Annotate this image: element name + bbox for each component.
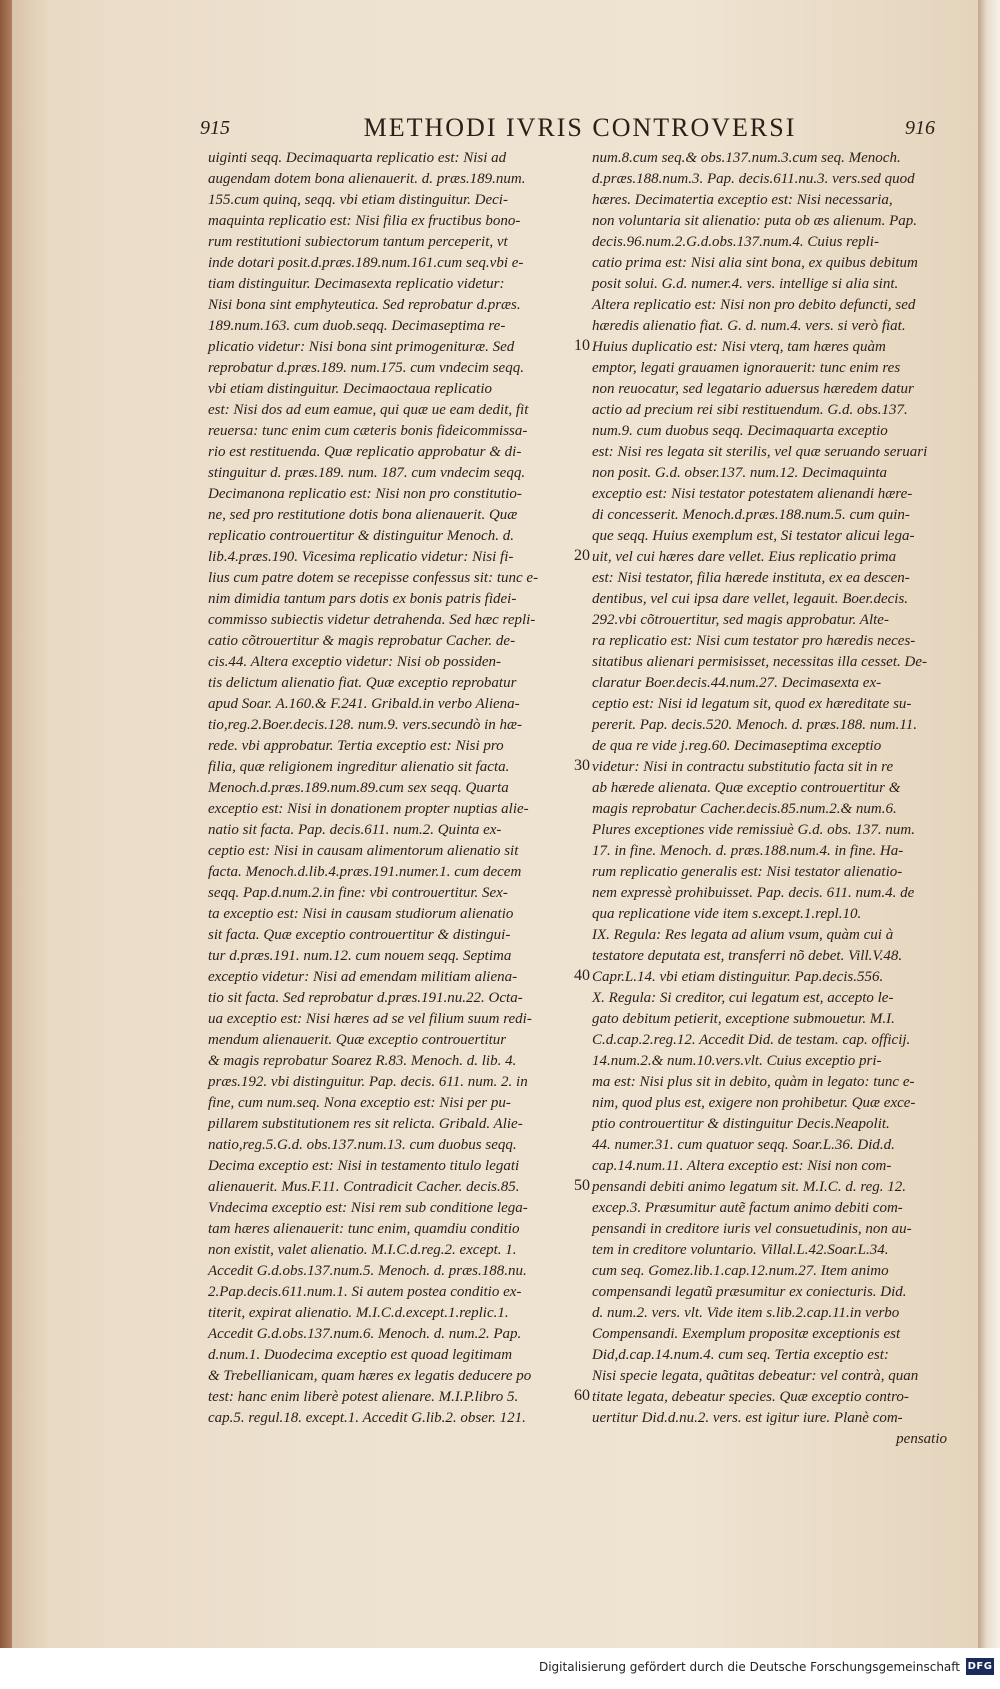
text-line: præs.192. vbi distinguitur. Pap. decis. 611. num. 2. in bbox=[208, 1074, 528, 1090]
text-line: pensandi in creditore iuris vel consuetudinis, non au- bbox=[592, 1221, 912, 1237]
text-line: compensandi legatũ præsumitur ex coniecturis. Did. bbox=[592, 1284, 907, 1300]
text-line: nim dimidia tantum pars dotis ex bonis patris fidei- bbox=[208, 591, 517, 607]
text-line: Menoch.d.præs.189.num.89.cum sex seqq. Quarta bbox=[208, 780, 509, 796]
text-line: 155.cum quinq, seqq. vbi etiam distinguitur. Deci- bbox=[208, 192, 508, 208]
text-line: gato debitum petierit, exceptione submouetur. M.I. bbox=[592, 1011, 895, 1027]
page-header bbox=[200, 113, 935, 147]
text-line: fine, cum num.seq. Nona exceptio est: Nisi per pu- bbox=[208, 1095, 511, 1111]
text-line: emptor, legati grauamen ignorauerit: tunc enim res bbox=[592, 360, 901, 376]
text-line: ceptio est: Nisi id legatum sit, quod ex hæreditate su- bbox=[592, 696, 912, 712]
text-line: test: hanc enim liberè potest alienare. M.I.P.libro 5. bbox=[208, 1389, 519, 1405]
text-line: hæredis alienatio fiat. G. d. num.4. vers. si verò fiat. bbox=[592, 318, 906, 334]
text-line: Capr.L.14. vbi etiam distinguitur. Pap.decis.556. bbox=[592, 969, 884, 985]
text-line: testatore deputata est, transferri nõ debet. Vill.V.48. bbox=[592, 948, 903, 964]
page-gutter bbox=[978, 0, 1000, 1648]
text-line: cap.5. regul.18. except.1. Accedit G.lib.2. obser. 121. bbox=[208, 1410, 526, 1426]
text-line: ra replicatio est: Nisi cum testator pro hæredis neces- bbox=[592, 633, 916, 649]
margin-line-number: 50 bbox=[574, 1177, 590, 1194]
text-line: Plures exceptiones vide remissiuè G.d. obs. 137. num. bbox=[592, 822, 915, 838]
text-line: augendam dotem bona alienauerit. d. præs.189.num. bbox=[208, 171, 526, 187]
text-line: de qua re vide j.reg.60. Decimaseptima exceptio bbox=[592, 738, 882, 754]
text-column-right bbox=[592, 148, 947, 1450]
text-line: non voluntaria sit alienatio: puta ob æs alienum. Pap. bbox=[592, 213, 917, 229]
text-line: seqq. Pap.d.num.2.in fine: vbi controuertitur. Sex- bbox=[208, 885, 508, 901]
text-line: Altera replicatio est: Nisi non pro debito defuncti, sed bbox=[592, 297, 916, 313]
text-line: dentibus, vel cui ipsa dare vellet, legauit. Boer.decis. bbox=[592, 591, 909, 607]
text-line: num.8.cum seq.& obs.137.num.3.cum seq. Menoch. bbox=[592, 150, 901, 166]
dfg-logo: DFG bbox=[966, 1658, 994, 1675]
text-line: plicatio videtur: Nisi bona sint primogenituræ. Sed bbox=[208, 339, 515, 355]
text-line: inde dotari posit.d.præs.189.num.161.cum seq.vbi e- bbox=[208, 255, 524, 271]
text-line: 17. in fine. Menoch. d. præs.188.num.4. in fine. Ha- bbox=[592, 843, 904, 859]
margin-line-number: 40 bbox=[574, 967, 590, 984]
text-line: uertitur Did.d.nu.2. vers. est igitur iure. Planè com- bbox=[592, 1410, 903, 1426]
text-line: reuersa: tunc enim cum cæteris bonis fideicommissa- bbox=[208, 423, 528, 439]
text-line: ma est: Nisi plus sit in debito, quàm in legato: tunc e- bbox=[592, 1074, 915, 1090]
text-line: excep.3. Præsumitur autẽ factum animo debiti com- bbox=[592, 1200, 903, 1216]
text-line: videtur: Nisi in contractu substitutio facta sit in re bbox=[592, 759, 894, 775]
text-line: ab hærede alienata. Quæ exceptio controuertitur & bbox=[592, 780, 901, 796]
text-line: nem expressè prohibuisset. Pap. decis. 611. num.4. de bbox=[592, 885, 915, 901]
text-line: filia, quæ religionem ingreditur alienatio sit facta. bbox=[208, 759, 510, 775]
text-line: reprobatur d.præs.189. num.175. cum vndecim seqq. bbox=[208, 360, 524, 376]
text-line: Decima exceptio est: Nisi in testamento titulo legati bbox=[208, 1158, 520, 1174]
text-line: & magis reprobatur Soarez R.83. Menoch. d. lib. 4. bbox=[208, 1053, 517, 1069]
text-line: stinguitur d. præs.189. num. 187. cum vndecim seqq. bbox=[208, 465, 526, 481]
text-line: hæres. Decimatertia exceptio est: Nisi necessaria, bbox=[592, 192, 893, 208]
text-line: IX. Regula: Res legata ad alium vsum, quàm cui à bbox=[592, 927, 894, 943]
text-line: tem in creditore voluntario. Villal.L.42.Soar.L.34. bbox=[592, 1242, 889, 1258]
page-number-right: 916 bbox=[905, 117, 935, 139]
text-line: d.præs.188.num.3. Pap. decis.611.nu.3. vers.sed quod bbox=[592, 171, 915, 187]
text-line: Nisi bona sint emphyteutica. Sed reprobatur d.præs. bbox=[208, 297, 521, 313]
text-line: ceptio est: Nisi in causam alimentorum alienatio sit bbox=[208, 843, 519, 859]
text-line: lib.4.præs.190. Vicesima replicatio videtur: Nisi fi- bbox=[208, 549, 514, 565]
text-line: non reuocatur, sed legatario aduersus hæredem datur bbox=[592, 381, 914, 397]
margin-line-number: 60 bbox=[574, 1387, 590, 1404]
text-line: rum replicatio generalis est: Nisi testator alienatio- bbox=[592, 864, 903, 880]
text-line: rio est restituenda. Quæ replicatio approbatur & di- bbox=[208, 444, 522, 460]
text-line: pillarem substitutionem res sit relicta. Gribald. Alie- bbox=[208, 1116, 523, 1132]
text-line: Nisi specie legata, quãtitas debeatur: vel contrà, quan bbox=[592, 1368, 919, 1384]
text-line: titerit, expirat alienatio. M.I.C.d.except.1.replic.1. bbox=[208, 1305, 509, 1321]
text-line: d. num.2. vers. vlt. Vide item s.lib.2.cap.11.in verbo bbox=[592, 1305, 900, 1321]
text-line: sit facta. Quæ exceptio controuertitur & distingui- bbox=[208, 927, 511, 943]
text-line: 189.num.163. cum duob.seqq. Decimaseptima re- bbox=[208, 318, 506, 334]
text-line: non posit. G.d. obser.137. num.12. Decimaquinta bbox=[592, 465, 887, 481]
text-line: di concesserit. Menoch.d.præs.188.num.5. cum quin- bbox=[592, 507, 910, 523]
text-line: Huius duplicatio est: Nisi vterq, tam hæres quàm bbox=[592, 339, 886, 355]
text-line: tur d.præs.191. num.12. cum nouem seqq. Septima bbox=[208, 948, 512, 964]
text-line: tis delictum alienatio fiat. Quæ exceptio reprobatur bbox=[208, 675, 517, 691]
text-line: mendum alienauerit. Quæ exceptio controuertitur bbox=[208, 1032, 507, 1048]
text-line: natio sit facta. Pap. decis.611. num.2. Quinta ex- bbox=[208, 822, 502, 838]
funding-credit: Digitalisierung gefördert durch die Deutsche Forschungsgemeinschaft bbox=[538, 1660, 960, 1674]
text-line: X. Regula: Si creditor, cui legatum est, accepto le- bbox=[592, 990, 894, 1006]
text-line: pensandi debiti animo legatum sit. M.I.C. d. reg. 12. bbox=[592, 1179, 907, 1195]
text-line: posit solui. G.d. numer.4. vers. intellige si alia sint. bbox=[592, 276, 899, 292]
text-line: 44. numer.31. cum quatuor seqq. Soar.L.36. Did.d. bbox=[592, 1137, 895, 1153]
text-line: commisso subiectis videtur detrahenda. Sed hæc repli- bbox=[208, 612, 536, 628]
text-line: actio ad precium rei sibi restituendum. G.d. obs.137. bbox=[592, 402, 908, 418]
text-line: Decimanona replicatio est: Nisi non pro constitutio- bbox=[208, 486, 522, 502]
text-line: cum seq. Gomez.lib.1.cap.12.num.27. Item animo bbox=[592, 1263, 889, 1279]
text-line: est: Nisi res legata sit sterilis, vel quæ seruando seruari bbox=[592, 444, 928, 460]
margin-line-number: 10 bbox=[574, 337, 590, 354]
text-line: tam hæres alienauerit: tunc enim, quamdiu conditio bbox=[208, 1221, 520, 1237]
page-number-left: 915 bbox=[200, 117, 230, 139]
text-line: catio prima est: Nisi alia sint bona, ex quibus debitum bbox=[592, 255, 918, 271]
text-line: Accedit G.d.obs.137.num.6. Menoch. d. num.2. Pap. bbox=[208, 1326, 522, 1342]
text-line: & Trebellianicam, quam hæres ex legatis deducere po bbox=[208, 1368, 532, 1384]
text-line: uiginti seqq. Decimaquarta replicatio est: Nisi ad bbox=[208, 150, 507, 166]
text-line: num.9. cum duobus seqq. Decimaquarta exceptio bbox=[592, 423, 888, 439]
text-line: Accedit G.d.obs.137.num.5. Menoch. d. præs.188.nu. bbox=[208, 1263, 527, 1279]
margin-line-number: 30 bbox=[574, 757, 590, 774]
text-line: d.num.1. Duodecima exceptio est quoad legitimam bbox=[208, 1347, 513, 1363]
text-line: ua exceptio est: Nisi hæres ad se vel filium suum redi- bbox=[208, 1011, 532, 1027]
text-line: ptio controuertitur & distinguitur Decis.Neapolit. bbox=[592, 1116, 890, 1132]
text-line: est: Nisi testator, filia hærede instituta, ex ea descen- bbox=[592, 570, 910, 586]
text-line: apud Soar. A.160.& F.241. Gribald.in verbo Aliena- bbox=[208, 696, 520, 712]
text-line: cap.14.num.11. Altera exceptio est: Nisi non com- bbox=[592, 1158, 892, 1174]
text-line: 14.num.2.& num.10.vers.vlt. Cuius exceptio pri- bbox=[592, 1053, 882, 1069]
margin-line-number: 20 bbox=[574, 547, 590, 564]
text-line: Vndecima exceptio est: Nisi rem sub conditione lega- bbox=[208, 1200, 528, 1216]
text-column-left bbox=[208, 148, 568, 1429]
text-line: rede. vbi approbatur. Tertia exceptio est: Nisi pro bbox=[208, 738, 504, 754]
text-line: tio,reg.2.Boer.decis.128. num.9. vers.secundò in hæ- bbox=[208, 717, 522, 733]
text-line: maquinta replicatio est: Nisi filia ex fructibus bono- bbox=[208, 213, 521, 229]
text-line: est: Nisi dos ad eum eamue, qui quæ ue eam dedit, fit bbox=[208, 402, 529, 418]
text-line: cis.44. Altera exceptio videtur: Nisi ob possiden- bbox=[208, 654, 502, 670]
text-line: Compensandi. Exemplum propositæ exceptionis est bbox=[592, 1326, 901, 1342]
text-line: magis reprobatur Cacher.decis.85.num.2.& num.6. bbox=[592, 801, 897, 817]
text-line: Did,d.cap.14.num.4. cum seq. Tertia exceptio est: bbox=[592, 1347, 889, 1363]
text-line: non existit, valet alienatio. M.I.C.d.reg.2. except. 1. bbox=[208, 1242, 517, 1258]
text-line: C.d.cap.2.reg.12. Accedit Did. de testam. cap. officij. bbox=[592, 1032, 911, 1048]
text-line: exceptio videtur: Nisi ad emendam militiam aliena- bbox=[208, 969, 518, 985]
text-line: exceptio est: Nisi in donationem propter nuptias alie- bbox=[208, 801, 529, 817]
text-line: replicatio controuertitur & distinguitur Menoch. d. bbox=[208, 528, 514, 544]
text-line: catio cõtrouertitur & magis reprobatur Cacher. de- bbox=[208, 633, 516, 649]
text-line: qua replicatione vide item s.except.1.repl.10. bbox=[592, 906, 862, 922]
text-line: ta exceptio est: Nisi in causam studiorum alienatio bbox=[208, 906, 514, 922]
text-line: pererit. Pap. decis.520. Menoch. d. præs.188. num.11. bbox=[592, 717, 917, 733]
catchword: pensatio bbox=[896, 1431, 947, 1447]
text-line: ne, sed pro restitutione dotis bona alienauerit. Quæ bbox=[208, 507, 518, 523]
text-line: rum restitutioni subiectorum tantum perceperit, vt bbox=[208, 234, 508, 250]
text-line: 2.Pap.decis.611.num.1. Si autem postea conditio ex- bbox=[208, 1284, 522, 1300]
text-line: natio,reg.5.G.d. obs.137.num.13. cum duobus seqq. bbox=[208, 1137, 517, 1153]
text-line: vbi etiam distinguitur. Decimaoctaua replicatio bbox=[208, 381, 492, 397]
text-line: facta. Menoch.d.lib.4.præs.191.numer.1. cum decem bbox=[208, 864, 522, 880]
text-line: nim, quod plus est, exigere non prohibetur. Quæ exce- bbox=[592, 1095, 916, 1111]
text-line: titate legata, debeatur species. Quæ exceptio contro- bbox=[592, 1389, 909, 1405]
text-line: que seqq. Huius exemplum est, Si testator alicui lega- bbox=[592, 528, 915, 544]
text-line: lius cum patre dotem se recepisse confessus sit: tunc e- bbox=[208, 570, 539, 586]
text-line: uit, vel cui hæres dare vellet. Eius replicatio prima bbox=[592, 549, 897, 565]
text-line: exceptio est: Nisi testator potestatem alienandi hære- bbox=[592, 486, 913, 502]
text-line: 292.vbi cõtrouertitur, sed magis approbatur. Alte- bbox=[592, 612, 889, 628]
text-line: alienauerit. Mus.F.11. Contradicit Cacher. decis.85. bbox=[208, 1179, 520, 1195]
text-line: decis.96.num.2.G.d.obs.137.num.4. Cuius repli- bbox=[592, 234, 879, 250]
text-line: tio sit facta. Sed reprobatur d.præs.191.nu.22. Octa- bbox=[208, 990, 523, 1006]
footer-bar bbox=[0, 1648, 1000, 1689]
book-page bbox=[12, 0, 980, 1648]
text-line: claratur Boer.decis.44.num.27. Decimasexta ex- bbox=[592, 675, 882, 691]
text-line: sitatibus alienari permisisset, necessitas illa cesset. De- bbox=[592, 654, 927, 670]
text-line: tiam distinguitur. Decimasexta replicatio videtur: bbox=[208, 276, 505, 292]
running-head: METHODI IVRIS CONTROVERSI bbox=[363, 113, 797, 142]
